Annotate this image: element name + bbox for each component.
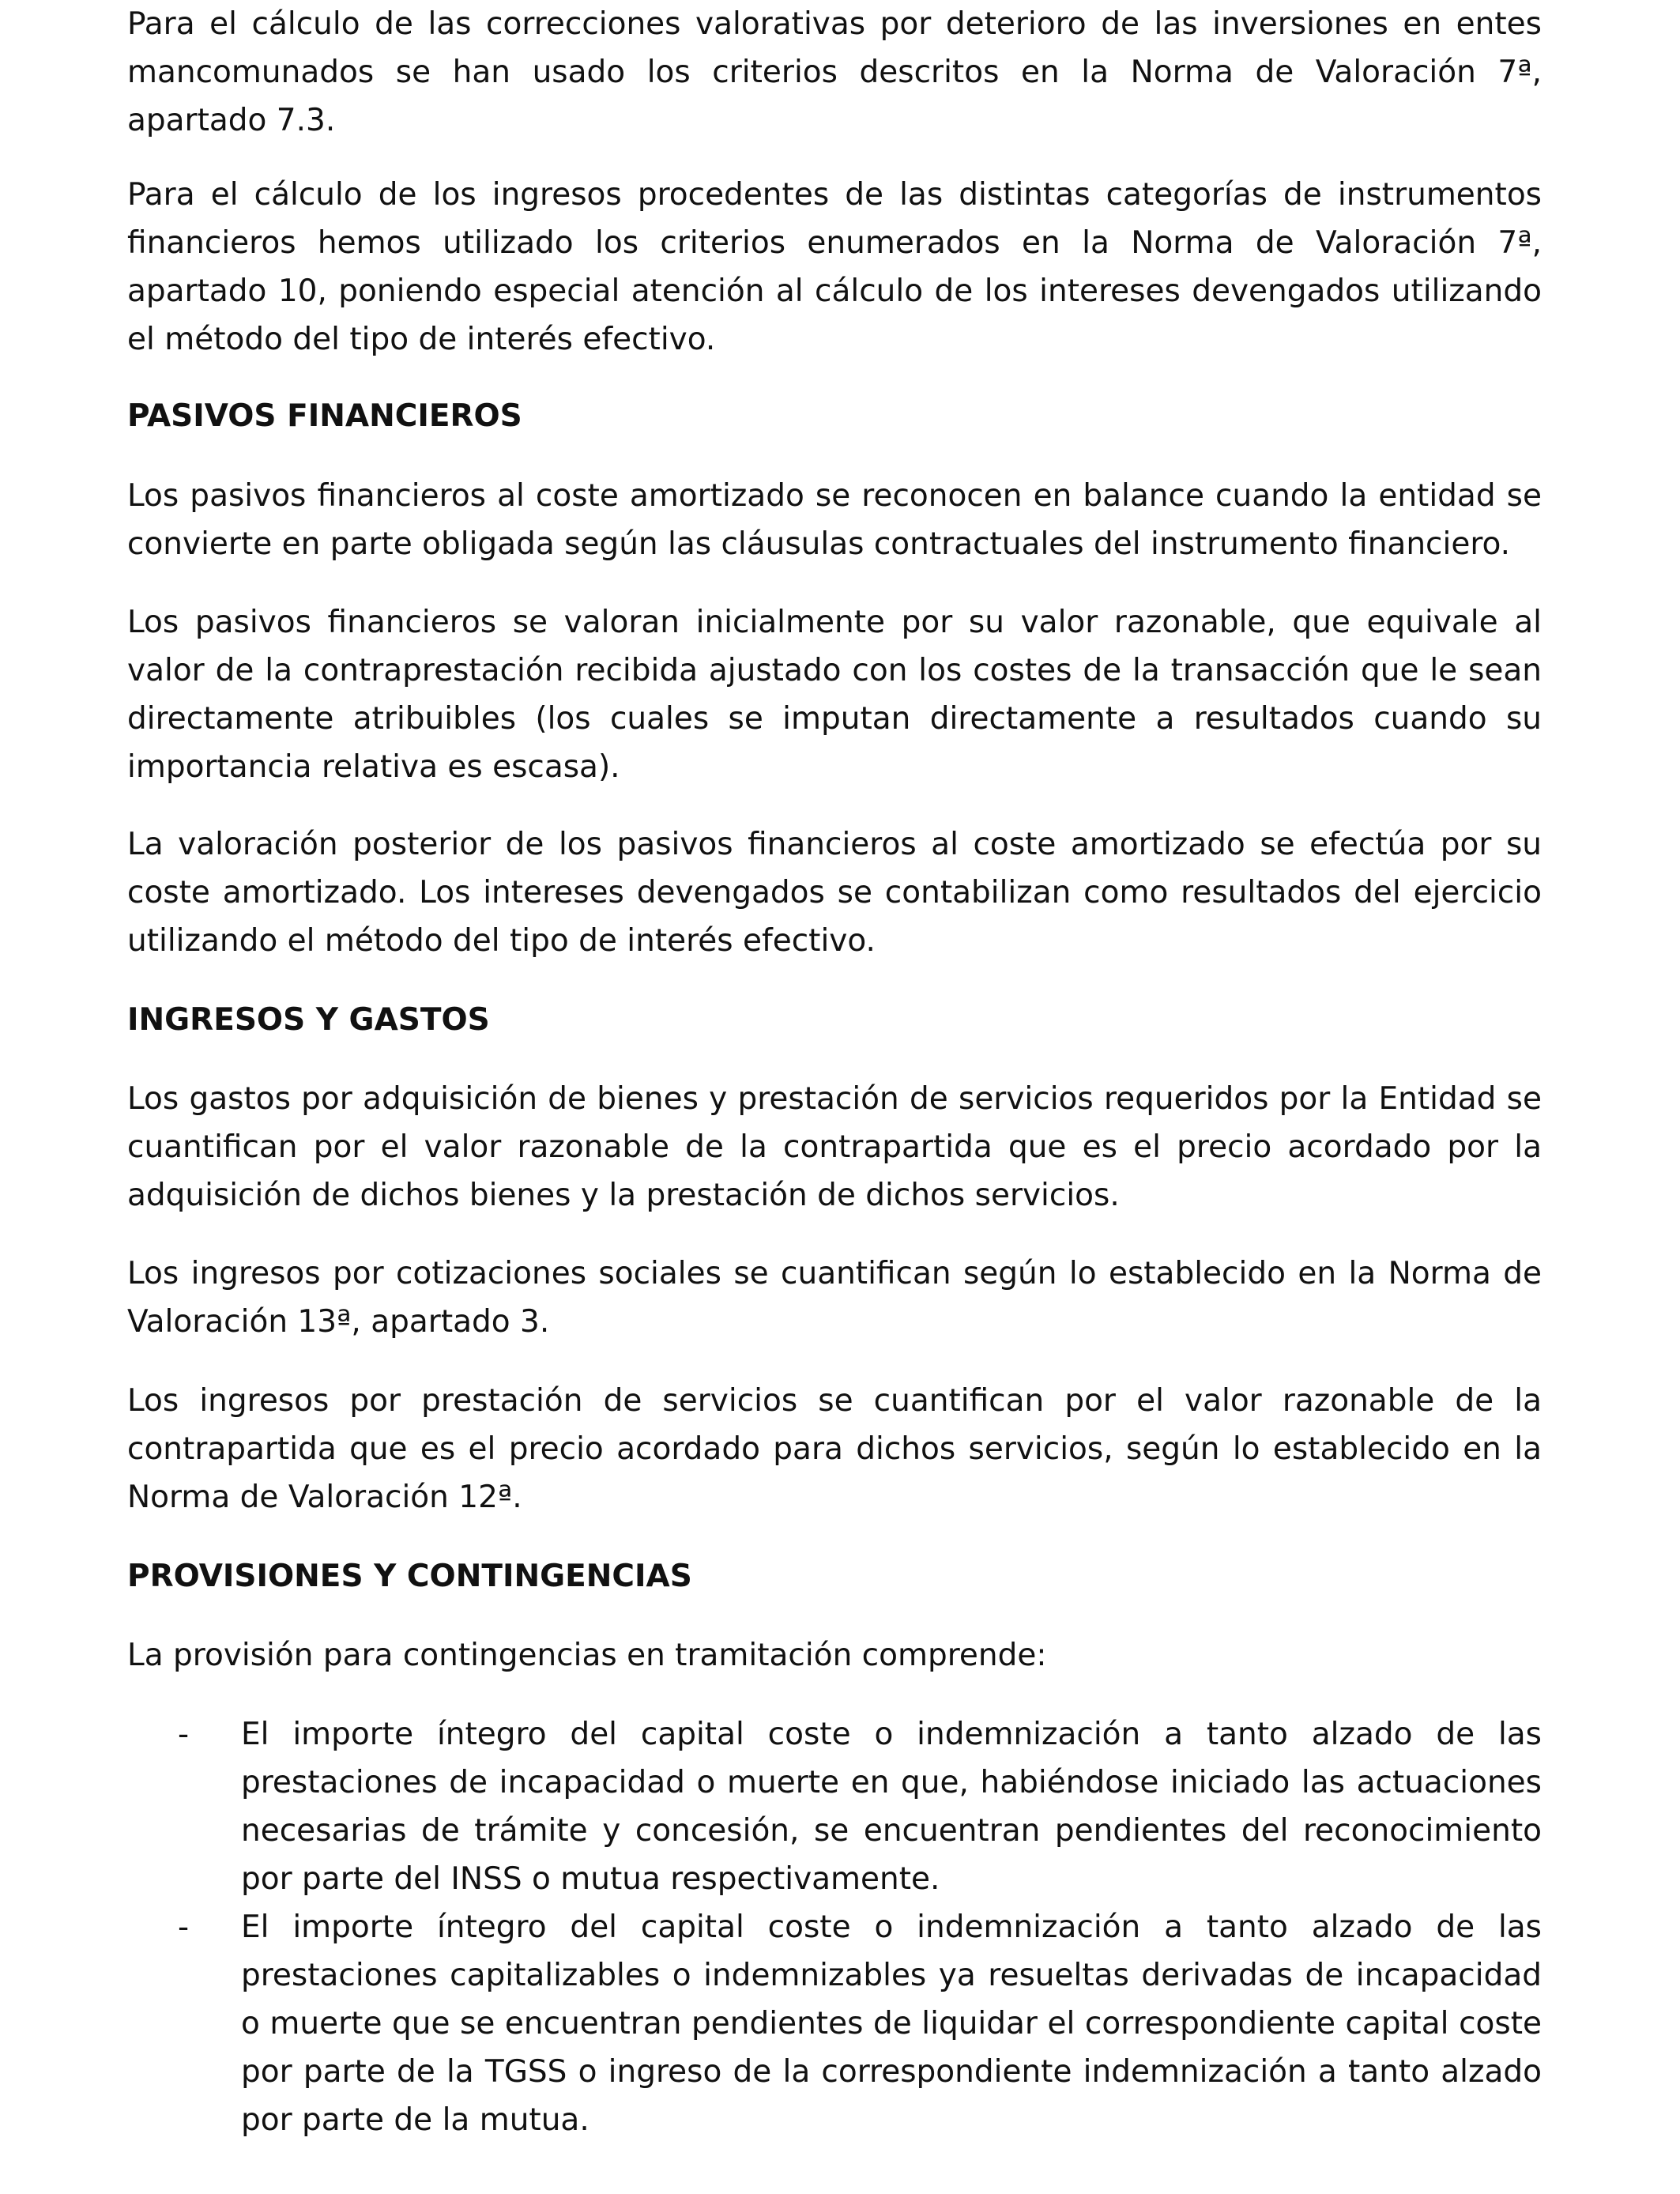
dash-bullet: -	[178, 1717, 190, 1752]
paragraph-text: Los ingresos por prestación de servicios se cuantifican por el valor razonable de la contrapartida que es el precio acordado para dichos servicios, según lo establecido en la Norma de Valoración 12ª.	[127, 1383, 1542, 1515]
heading-pasivos-financieros	[127, 392, 1542, 440]
paragraph-text: Los gastos por adquisición de bienes y prestación de servicios requeridos por la Entidad se cuantifican por el valor razonable de la contrapartida que es el precio acordado por la adquisición de dichos bienes y la prestación de dichos servicios.	[127, 1081, 1542, 1213]
dash-bullet: -	[178, 1909, 190, 1945]
paragraph-text: Los pasivos financieros al coste amortizado se reconocen en balance cuando la entidad se convierte en parte obligada según las cláusulas contractuales del instrumento financiero.	[127, 478, 1542, 562]
section-heading: INGRESOS Y GASTOS	[127, 1002, 490, 1038]
paragraph-pasivos-valoracion-inicial	[127, 598, 1542, 791]
paragraph-text: La provisión para contingencias en tramitación comprende:	[127, 1638, 1047, 1673]
section-heading: PASIVOS FINANCIEROS	[127, 398, 522, 434]
paragraph-pasivos-valoracion-posterior	[127, 820, 1542, 965]
paragraph-text: Para el cálculo de las correcciones valorativas por deterioro de las inversiones en entes mancomunados se han usado los criterios descritos en la Norma de Valoración 7ª, apartado 7.3.	[127, 6, 1542, 138]
paragraph-provision-intro	[127, 1631, 1542, 1679]
list-item	[127, 1710, 1542, 1903]
list-item-text: El importe íntegro del capital coste o indemnización a tanto alzado de las prestaciones de incapacidad o muerte en que, habiéndose iniciado las actuaciones necesarias de trámite y concesión, se encuentran pendientes del reconocimiento por parte del INSS o mutua respectivamente.	[241, 1717, 1542, 1897]
paragraph-text: Para el cálculo de los ingresos procedentes de las distintas categorías de instrumentos financieros hemos utilizado los criterios enumerados en la Norma de Valoración 7ª, apartado 10, poniendo especial atención al cálculo de los intereses devengados utilizando el método del tipo de interés efectivo.	[127, 177, 1542, 357]
list-item	[127, 1903, 1542, 2144]
paragraph-gastos-adquisicion	[127, 1075, 1542, 1220]
provision-list	[127, 1710, 1542, 2144]
paragraph-correcciones	[127, 0, 1542, 145]
dash-list	[127, 1710, 1542, 2144]
paragraph-ingresos-cotizaciones	[127, 1250, 1542, 1346]
paragraph-text: Los pasivos financieros se valoran inicialmente por su valor razonable, que equivale al valor de la contraprestación recibida ajustado con los costes de la transacción que le sean directamente atribuibles (los cuales se imputan directamente a resultados cuando su importancia relativa es escasa).	[127, 605, 1542, 785]
list-item-text: El importe íntegro del capital coste o indemnización a tanto alzado de las prestaciones capitalizables o indemnizables ya resueltas derivadas de incapacidad o muerte que se encuentran pendientes de liquidar el correspondiente capital coste por parte de la TGSS o ingreso de la correspondiente indemnización a tanto alzado por parte de la mutua.	[241, 1909, 1542, 2138]
paragraph-pasivos-reconocimiento	[127, 472, 1542, 568]
heading-ingresos-gastos	[127, 996, 1542, 1044]
paragraph-ingresos-servicios	[127, 1377, 1542, 1521]
heading-provisiones-contingencias	[127, 1552, 1542, 1600]
paragraph-text: La valoración posterior de los pasivos financieros al coste amortizado se efectúa por su coste amortizado. Los intereses devengados se contabilizan como resultados del ejercicio utilizando el método del tipo de interés efectivo.	[127, 827, 1542, 959]
section-heading: PROVISIONES Y CONTINGENCIAS	[127, 1559, 692, 1594]
paragraph-text: Los ingresos por cotizaciones sociales se cuantifican según lo establecido en la Norma de Valoración 13ª, apartado 3.	[127, 1256, 1542, 1340]
paragraph-ingresos-instrumentos	[127, 171, 1542, 364]
